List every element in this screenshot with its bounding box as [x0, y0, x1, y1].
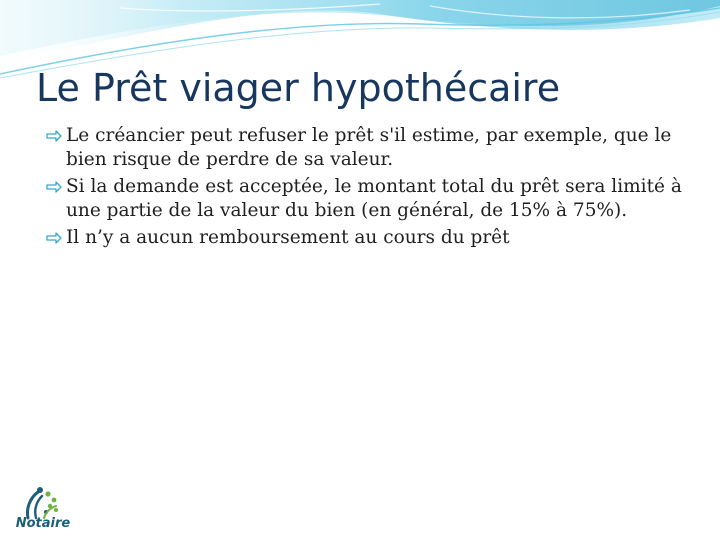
bullet-item — [44, 124, 694, 172]
bullet-list — [44, 124, 694, 253]
bullet-text: Si la demande est acceptée, le montant total du prêt sera limité à une partie de la valeur du bien (en général, de 15% à 75%). — [66, 176, 682, 221]
bullet-text: Il n’y a aucun remboursement au cours du prêt — [66, 227, 510, 248]
bullet-item — [44, 226, 694, 250]
arrow-bullet-icon — [44, 175, 64, 199]
bullet-item — [44, 175, 694, 223]
slide-title: Le Prêt viager hypothécaire — [36, 66, 561, 110]
logo-text: Notaire — [15, 516, 71, 531]
notaire-logo — [8, 478, 78, 540]
arrow-bullet-icon — [44, 124, 64, 148]
bullet-text: Le créancier peut refuser le prêt s'il estime, par exemple, que le bien risque de perdre de sa valeur. — [66, 125, 672, 170]
arrow-bullet-icon — [44, 226, 64, 250]
